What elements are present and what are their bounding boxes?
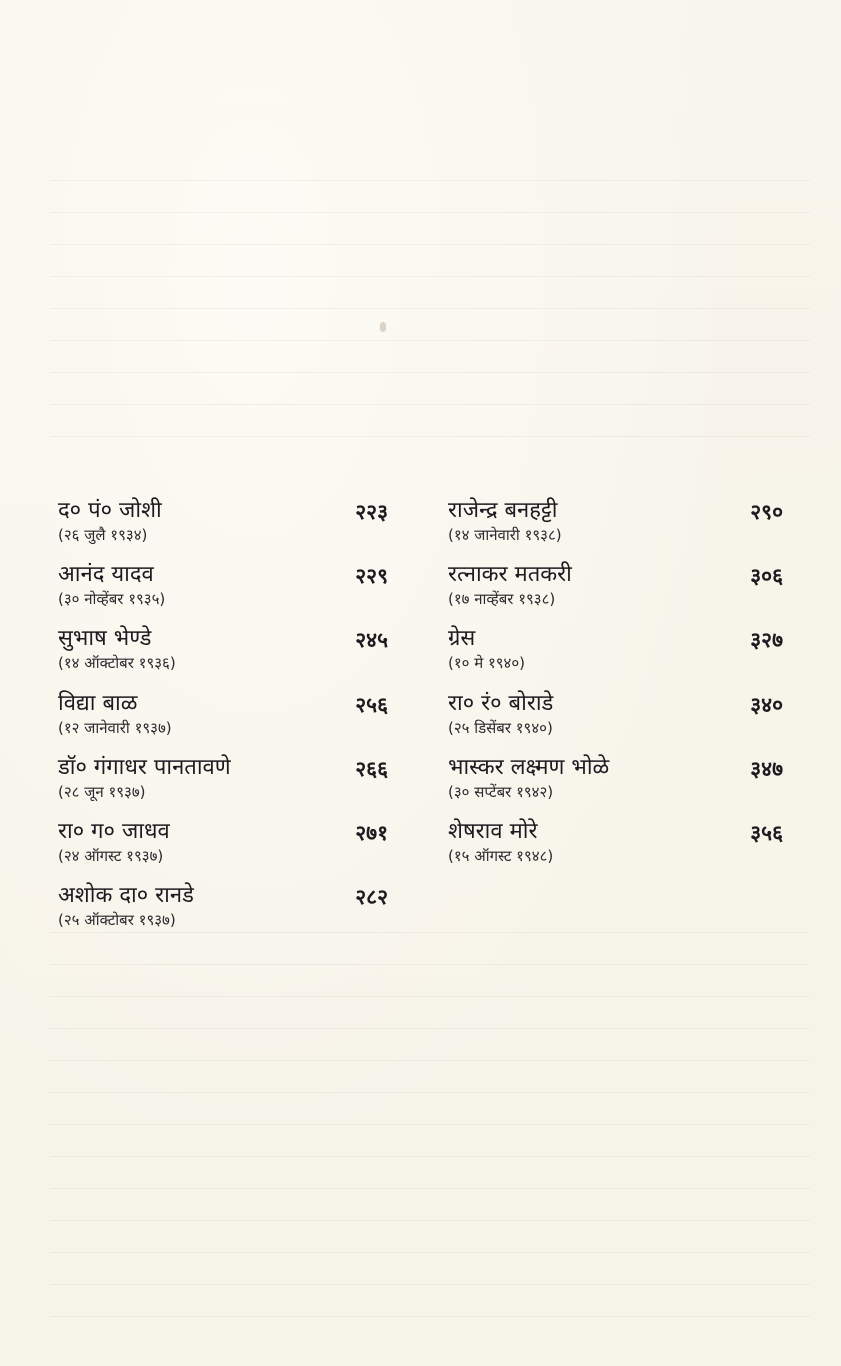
entry-name: राजेन्द्र बनहट्टी: [448, 498, 558, 523]
entry-name: डॉ० गंगाधर पानतावणे: [58, 755, 231, 780]
contents-entry: [448, 818, 783, 878]
contents-entry: [58, 561, 388, 621]
show-through-line: [50, 1028, 810, 1029]
entry-page-number: ३४७: [750, 757, 783, 781]
entry-date: (३० सप्टेंबर १९४२): [448, 783, 554, 801]
entry-page-number: २६६: [355, 757, 388, 781]
entry-page-number: २५६: [355, 693, 388, 717]
entry-name: ग्रेस: [448, 626, 476, 651]
show-through-line: [50, 308, 810, 309]
contents-entry: [448, 754, 783, 814]
entry-page-number: २२३: [355, 500, 388, 524]
contents-entry: [448, 497, 783, 557]
show-through-line: [50, 276, 810, 277]
entry-page-number: २८२: [355, 885, 388, 909]
entry-date: (२४ ऑगस्ट १९३७): [58, 847, 164, 865]
entry-date: (२८ जून १९३७): [58, 783, 146, 801]
show-through-line: [50, 1284, 810, 1285]
entry-page-number: २७१: [355, 821, 388, 845]
entry-date: (१० मे १९४०): [448, 654, 526, 672]
contents-entry: [58, 882, 388, 942]
entry-name: रा० ग० जाधव: [58, 819, 170, 844]
entry-page-number: २४५: [355, 628, 388, 652]
show-through-line: [50, 404, 810, 405]
entry-page-number: ३०६: [750, 564, 783, 588]
entry-date: (३० नोव्हेंबर १९३५): [58, 590, 166, 608]
contents-entry: [58, 818, 388, 878]
entry-date: (२६ जुलै १९३४): [58, 526, 148, 544]
entry-page-number: ३२७: [750, 628, 783, 652]
show-through-line: [50, 212, 810, 213]
entry-date: (१५ ऑगस्ट १९४८): [448, 847, 554, 865]
entry-name: भास्कर लक्ष्मण भोळे: [448, 755, 610, 780]
show-through-line: [50, 1124, 810, 1125]
show-through-line: [50, 244, 810, 245]
entry-page-number: ३४०: [750, 693, 783, 717]
contents-entry: [58, 690, 388, 750]
show-through-line: [50, 964, 810, 965]
show-through-line: [50, 1060, 810, 1061]
entry-name: अशोक दा० रानडे: [58, 883, 194, 908]
show-through-line: [50, 1220, 810, 1221]
show-through-line: [50, 340, 810, 341]
contents-entry: [58, 497, 388, 557]
entry-page-number: २९०: [750, 500, 783, 524]
show-through-line: [50, 1188, 810, 1189]
contents-entry: [448, 690, 783, 750]
paper-speck: [380, 322, 386, 332]
entry-name: रा० रं० बोराडे: [448, 691, 554, 716]
contents-entry: [448, 625, 783, 685]
entry-date: (१२ जानेवारी १९३७): [58, 719, 172, 737]
entry-name: रत्नाकर मतकरी: [448, 562, 572, 587]
contents-entry: [58, 625, 388, 685]
entry-page-number: २२९: [355, 564, 388, 588]
entry-name: द० पं० जोशी: [58, 498, 162, 523]
entry-date: (१४ ऑक्टोबर १९३६): [58, 654, 176, 672]
entry-name: शेषराव मोरे: [448, 819, 538, 844]
entry-date: (१४ जानेवारी १९३८): [448, 526, 562, 544]
entry-name: आनंद यादव: [58, 562, 154, 587]
show-through-line: [50, 996, 810, 997]
entry-page-number: ३५६: [750, 821, 783, 845]
contents-entry: [58, 754, 388, 814]
entry-name: विद्या बाळ: [58, 691, 138, 716]
show-through-line: [50, 436, 810, 437]
entry-date: (२५ ऑक्टोबर १९३७): [58, 911, 176, 929]
show-through-line: [50, 180, 810, 181]
show-through-line: [50, 372, 810, 373]
entry-date: (२५ डिसेंबर १९४०): [448, 719, 553, 737]
contents-entry: [448, 561, 783, 621]
entry-name: सुभाष भेण्डे: [58, 626, 152, 651]
show-through-line: [50, 1316, 810, 1317]
show-through-line: [50, 1156, 810, 1157]
show-through-line: [50, 1092, 810, 1093]
show-through-line: [50, 1252, 810, 1253]
entry-date: (१७ नाव्हेंबर १९३८): [448, 590, 556, 608]
